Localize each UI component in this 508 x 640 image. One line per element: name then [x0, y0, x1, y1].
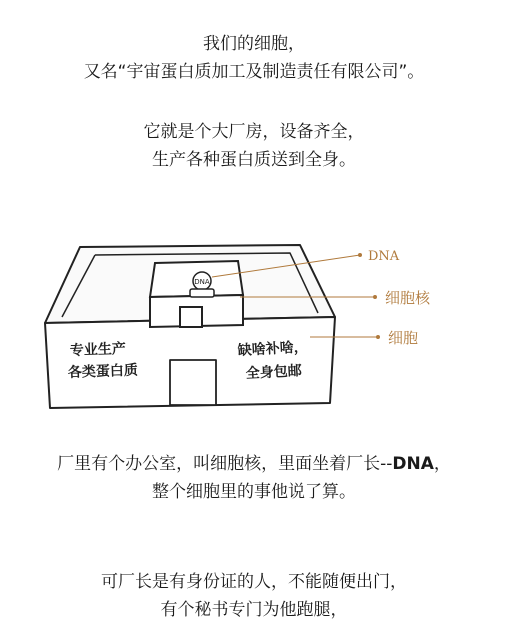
wall-right-line-1: 缺啥补啥， — [237, 339, 309, 359]
secretary-line-2: 有个秘书专门为他跑腿， — [160, 600, 348, 620]
wall-left-line-2: 各类蛋白质 — [67, 362, 139, 381]
office-line-2: 整个细胞里的事他说了算。 — [152, 482, 356, 502]
factory-line-2: 生产各种蛋白质送到全身。 — [152, 150, 356, 170]
cell-factory-illustration — [0, 225, 508, 425]
office-line-1-end: ， — [433, 454, 451, 474]
secretary-paragraph — [0, 568, 508, 624]
office-dna-bold: DNA — [392, 454, 434, 474]
svg-text:DNA: DNA — [194, 278, 210, 286]
intro-line-2: 又名“宇宙蛋白质加工及制造责任有限公司”。 — [83, 62, 425, 82]
label-dna: DNA — [368, 249, 400, 264]
intro-line-1: 我们的细胞， — [203, 34, 305, 54]
factory-line-1: 它就是个大厂房，设备齐全， — [143, 122, 365, 142]
intro-paragraph — [0, 30, 508, 86]
label-nucleus: 细胞核 — [385, 289, 431, 307]
secretary-line-1: 可厂长是有身份证的人，不能随便出门， — [101, 572, 407, 592]
label-cell: 细胞 — [388, 329, 419, 347]
wall-right-line-2: 全身包邮 — [245, 363, 303, 382]
wall-left-line-1: 专业生产 — [69, 341, 127, 359]
factory-paragraph — [0, 118, 508, 174]
office-line-1 — [0, 450, 508, 478]
office-paragraph — [0, 450, 508, 506]
office-line-1-text: 厂里有个办公室，叫细胞核，里面坐着厂长-- — [57, 454, 393, 474]
